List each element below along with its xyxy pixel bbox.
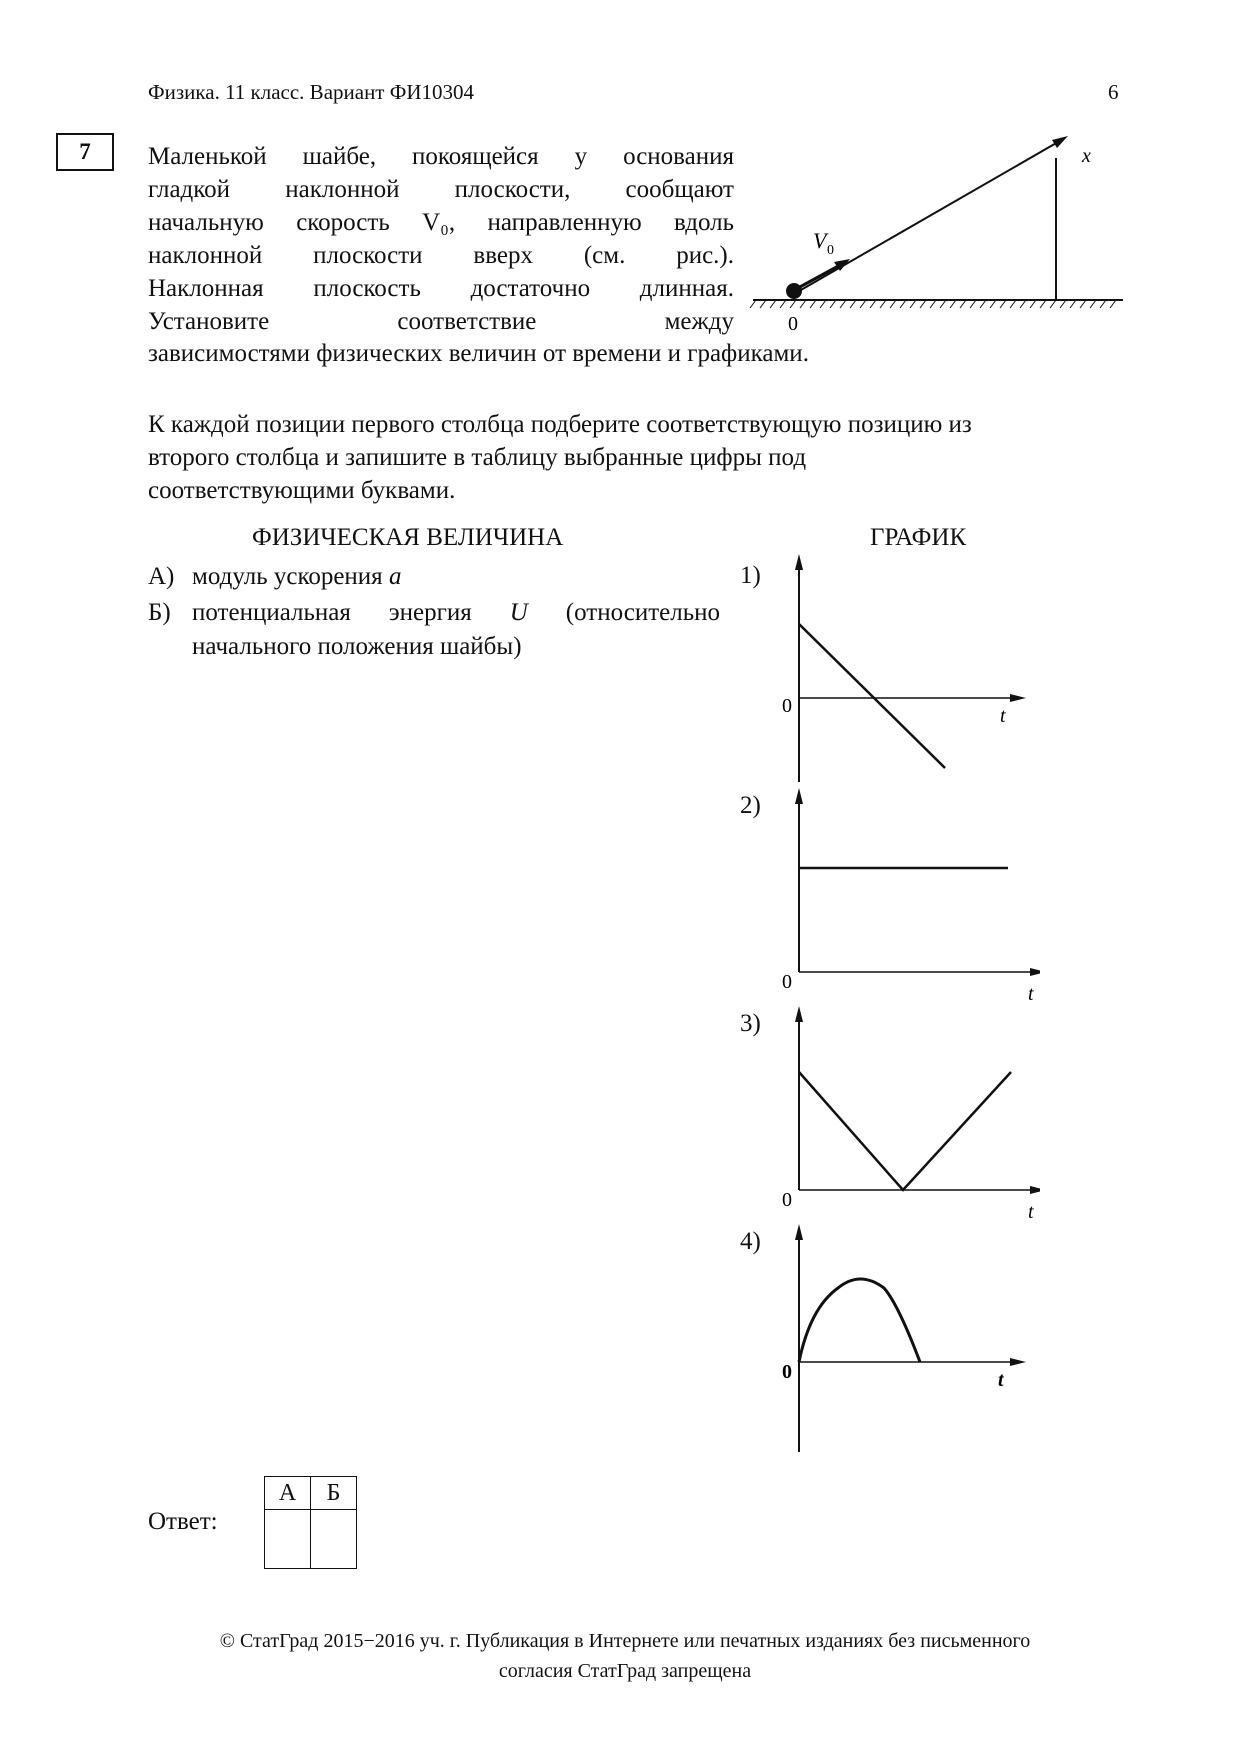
answer-label: Ответ:: [148, 1508, 218, 1535]
graph-axis-t: t: [1028, 1201, 1034, 1223]
quantity-b: [148, 596, 171, 630]
quantity-symbol: U: [509, 599, 528, 626]
answer-column-a: А: [265, 1477, 311, 1510]
quantity-b-line2: начального положения шайбы): [192, 633, 522, 660]
quantity-text: потенциальная энергия: [192, 599, 510, 626]
quantity-letter: Б): [148, 599, 171, 626]
quantity-letter: А): [148, 563, 175, 590]
graph-origin: 0: [782, 1189, 792, 1211]
intro-line: наклонной плоскости вверх (см. рис.).: [148, 242, 734, 269]
answer-column-b: Б: [311, 1477, 357, 1510]
column-header-quantity: ФИЗИЧЕСКАЯ ВЕЛИЧИНА: [252, 524, 564, 551]
axis-x-label: x: [1082, 145, 1091, 167]
graph-origin: 0: [782, 1361, 792, 1383]
inclined-plane-figure: [746, 128, 1126, 338]
quantity-text: модуль ускорения: [192, 563, 389, 590]
footer-line-1: © СтатГрад 2015−2016 уч. г. Публикация в Интернете или печатных изданиях без письменного: [219, 1630, 1031, 1652]
quantity-a-text: [192, 560, 401, 594]
graph-origin: 0: [782, 695, 792, 717]
footer: [150, 1626, 1100, 1686]
quantity-symbol: a: [388, 563, 402, 590]
quantity-text-rest: (относительно: [527, 599, 720, 626]
intro-line: начальную скорость V₀, направленную вдоль: [148, 209, 734, 236]
graph-2-label: 2): [740, 792, 761, 819]
graph-4: [770, 1222, 1040, 1454]
intro-line: Наклонная плоскость достаточно длинная.: [148, 275, 734, 302]
answer-cell-b[interactable]: [311, 1510, 357, 1569]
velocity-subscript: 0: [827, 243, 834, 258]
page-header: Физика. 11 класс. Вариант ФИ10304: [148, 80, 474, 104]
graph-1-label: 1): [740, 562, 761, 589]
intro-last-line: зависимостями физических величин от времени и графиками.: [148, 340, 809, 367]
graph-axis-t: t: [998, 1369, 1004, 1391]
quantity-b-text: [192, 596, 720, 630]
graph-1: [770, 552, 1040, 784]
quantity-a: [148, 560, 174, 594]
graph-axis-t: t: [1000, 705, 1006, 727]
task-instruction: [148, 408, 1121, 507]
graph-3-label: 3): [740, 1010, 761, 1037]
graph-axis-t: t: [1028, 983, 1034, 1005]
velocity-label: V: [813, 228, 827, 253]
graph-4-label: 4): [740, 1228, 761, 1255]
graph-3: [770, 1004, 1040, 1226]
intro-line: Маленькой шайбе, покоящейся у основания: [148, 143, 734, 170]
answer-cell-a[interactable]: [265, 1510, 311, 1569]
footer-line-2: согласия СтатГрад запрещена: [498, 1660, 752, 1682]
graph-origin: 0: [782, 971, 792, 993]
intro-line: гладкой наклонной плоскости, сообщают: [148, 176, 734, 203]
intro-line: Установите соответствие между: [148, 308, 734, 335]
instruction-line: К каждой позиции первого столбца подберите соответствующую позицию из: [148, 411, 972, 438]
graph-2: [770, 786, 1040, 1008]
instruction-line: второго столбца и запишите в таблицу выбранные цифры под: [148, 444, 807, 471]
page-number: 6: [1108, 80, 1119, 104]
answer-table: [264, 1476, 357, 1569]
instruction-line: соответствующими буквами.: [148, 477, 456, 504]
origin-label: 0: [788, 313, 798, 335]
task-number: 7: [56, 133, 114, 171]
column-header-graph: ГРАФИК: [870, 524, 967, 551]
task-intro: [148, 140, 734, 338]
